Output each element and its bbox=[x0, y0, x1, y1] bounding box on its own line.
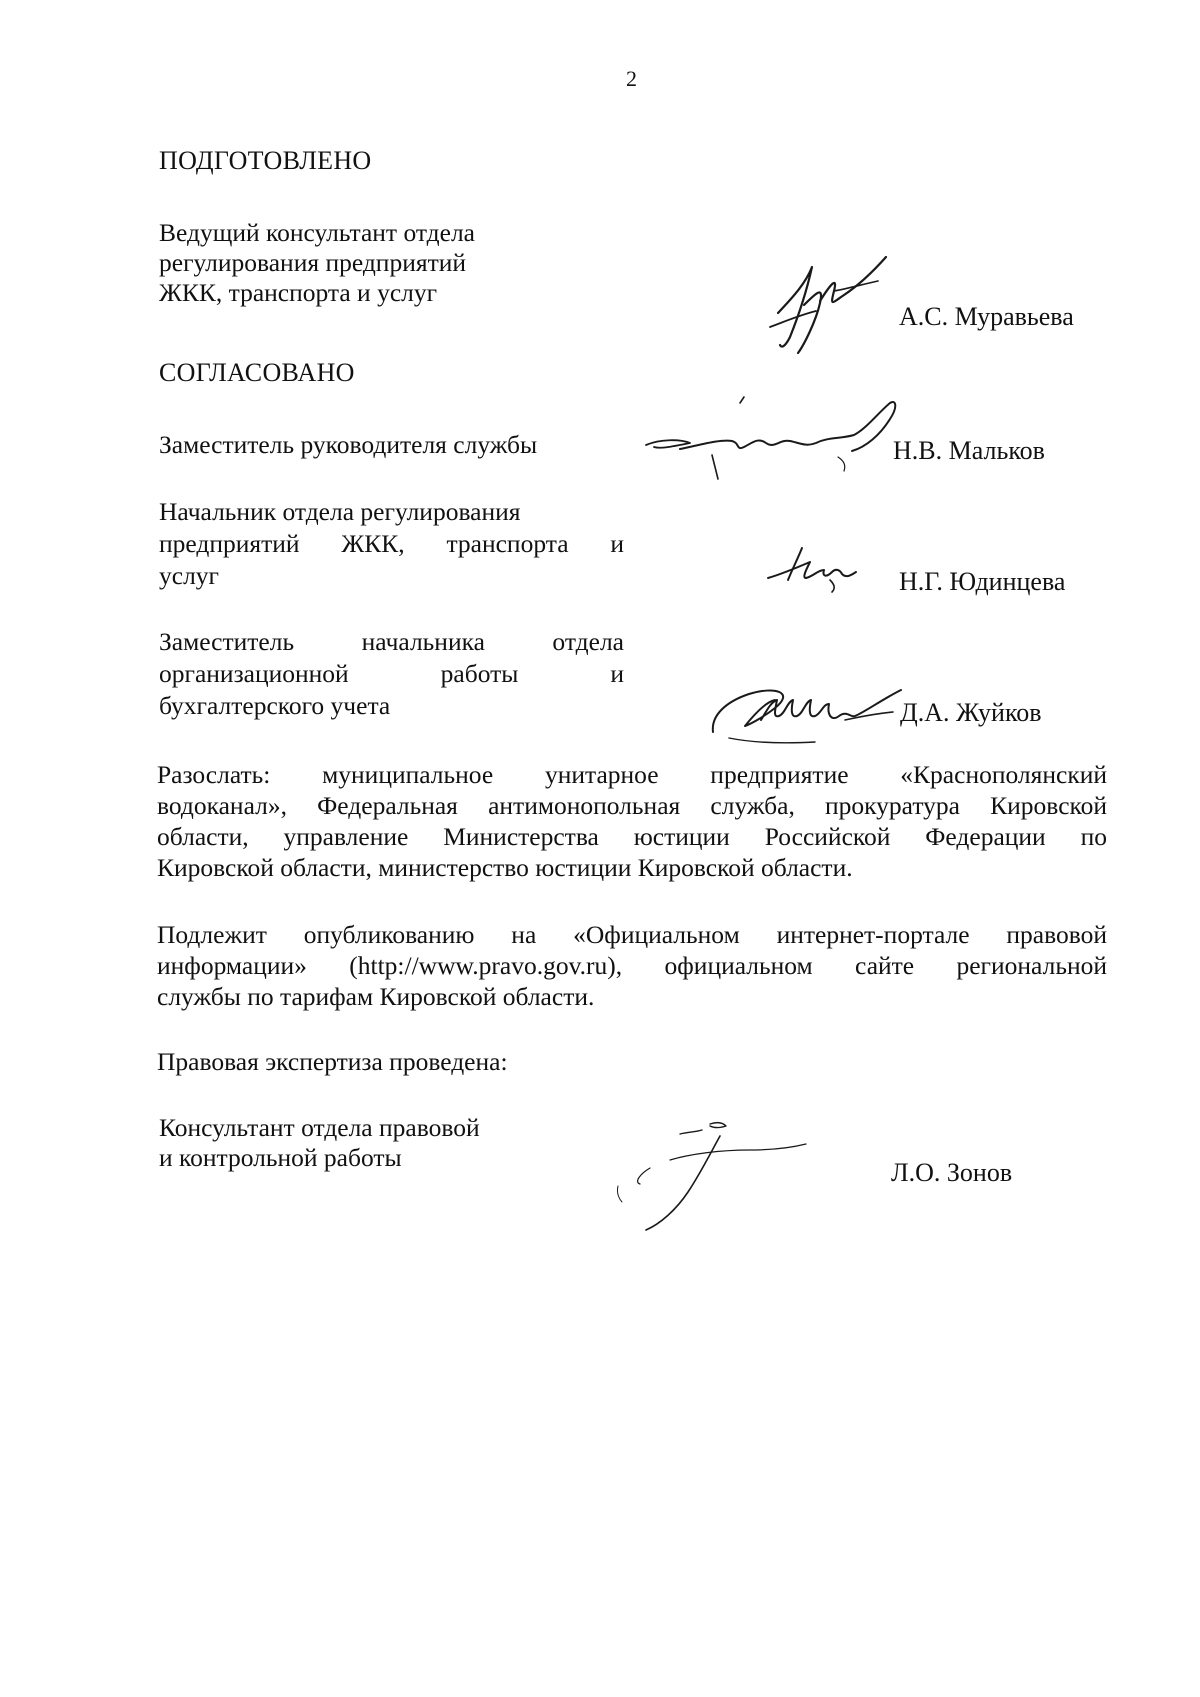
agreed-heading: СОГЛАСОВАНО bbox=[159, 358, 355, 387]
prepared-role-line: регулирования предприятий bbox=[159, 248, 467, 277]
agreed-signer-role bbox=[159, 626, 624, 722]
prepared-signer-name: А.С. Муравьева bbox=[899, 302, 1074, 331]
prepared-role-line: Ведущий консультант отдела bbox=[159, 218, 475, 247]
agreed-signer-role-line: предприятий ЖКК, транспорта и bbox=[159, 529, 624, 558]
distribution-line: области, управление Министерства юстиции Российской Федерации по bbox=[157, 822, 1107, 851]
distribution-line: водоканал», Федеральная антимонопольная служба, прокуратура Кировской bbox=[157, 791, 1107, 820]
agreed-signer-role-line: Заместитель начальника отдела bbox=[159, 627, 624, 656]
prepared-heading: ПОДГОТОВЛЕНО bbox=[159, 146, 372, 175]
agreed-signer-role-line: организационной работы и bbox=[159, 659, 624, 688]
agreed-signer-role-line: Заместитель руководителя службы bbox=[159, 430, 538, 459]
publication-line: Подлежит опубликованию на «Официальном интернет-портале правовой bbox=[157, 920, 1107, 949]
distribution-line: Разослать: муниципальное унитарное предприятие «Краснополянский bbox=[157, 760, 1107, 789]
agreed-signer-name: Д.А. Жуйков bbox=[900, 698, 1042, 727]
legal-review-signer-name: Л.О. Зонов bbox=[891, 1158, 1013, 1187]
agreed-signer-role-line: услуг bbox=[159, 561, 220, 590]
legal-review-role-line: и контрольной работы bbox=[159, 1143, 402, 1172]
signature-zhuykov bbox=[705, 672, 915, 752]
agreed-signer-role-line: Начальник отдела регулирования bbox=[159, 497, 521, 526]
agreed-signer-role bbox=[159, 496, 624, 592]
signature-yudintseva bbox=[762, 540, 862, 600]
signature-muravyeva bbox=[760, 245, 900, 365]
prepared-role-line: ЖКК, транспорта и услуг bbox=[159, 278, 438, 307]
agreed-signer-name: Н.Г. Юдинцева bbox=[899, 567, 1066, 596]
publication-line: службы по тарифам Кировской области. bbox=[157, 982, 595, 1011]
legal-review-heading: Правовая экспертиза проведена: bbox=[157, 1047, 508, 1076]
legal-review-role bbox=[159, 1113, 624, 1173]
legal-review-role-line: Консультант отдела правовой bbox=[159, 1113, 480, 1142]
prepared-role bbox=[159, 218, 624, 308]
distribution-line: Кировской области, министерство юстиции Кировской области. bbox=[157, 853, 853, 882]
signature-malkov bbox=[640, 395, 910, 495]
agreed-signer-role-line: бухгалтерского учета bbox=[159, 691, 391, 720]
page-number: 2 bbox=[626, 66, 637, 91]
signature-zonov bbox=[610, 1110, 810, 1240]
distribution-paragraph bbox=[157, 759, 1107, 883]
publication-line: информации» (http://www.pravo.gov.ru), официальном сайте региональной bbox=[157, 951, 1107, 980]
agreed-signer-name: Н.В. Мальков bbox=[893, 436, 1045, 465]
publication-paragraph bbox=[157, 919, 1107, 1012]
agreed-signer-role bbox=[159, 430, 624, 460]
